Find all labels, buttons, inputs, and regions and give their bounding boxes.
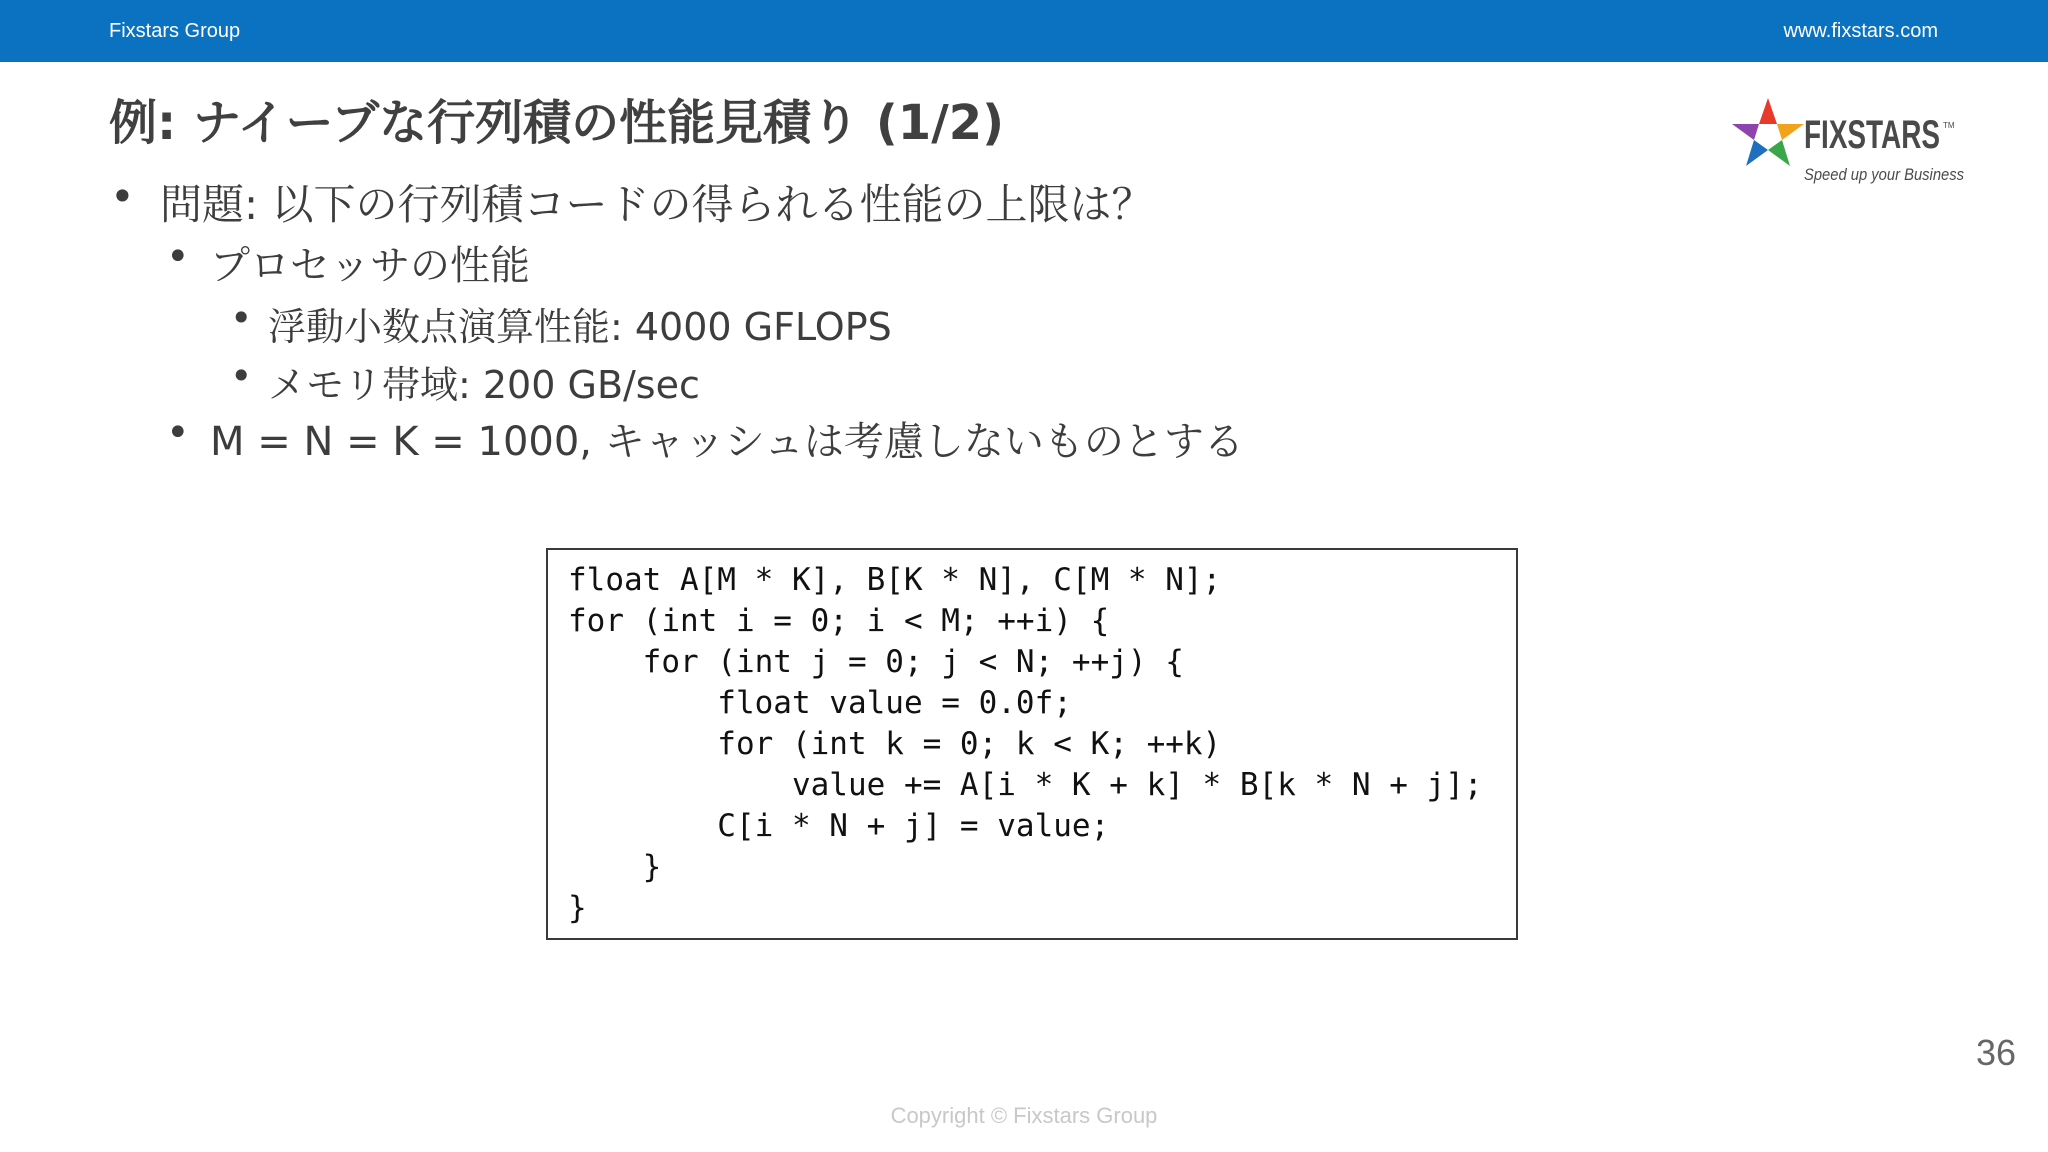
bullet-marker: • [110,172,135,221]
code-line: float value = 0.0f; [568,685,1072,721]
bullet-marker: • [166,410,190,456]
logo-tagline: Speed up your Business [1804,165,1965,184]
header-bar [0,0,2048,62]
bullet-marker: • [230,354,253,398]
svg-text:TM: TM [1943,121,1955,130]
code-line: } [568,849,662,885]
bullet-text: M = N = K = 1000, キャッシュは考慮しないものとする [210,419,1244,465]
header-url: www.fixstars.com [1783,20,1938,42]
bullet-sizes [166,410,1244,467]
logo-wordmark: FIXSTARS [1804,113,1940,157]
slide-title: 例: ナイーブな行列積の性能見積り (1/2) [109,95,1005,151]
bullet-question [110,172,1154,232]
code-block [546,548,1518,940]
bullet-text: メモリ帯域: 200 GB/sec [268,363,700,407]
copyright-footer: Copyright © Fixstars Group [890,1103,1158,1128]
bullet-memory [230,354,700,409]
page-number: 36 [1975,1032,2016,1073]
bullet-marker: • [230,296,253,340]
code-line: } [568,890,587,926]
code-line: for (int i = 0; i < M; ++i) { [568,603,1110,639]
header-group-name: Fixstars Group [109,20,241,42]
bullet-text: 問題: 以下の行列積コードの得られる性能の上限は？ [160,180,1154,229]
fixstars-star-icon [1724,96,1974,190]
code-line: value += A[i * K + k] * B[k * N + j]; [568,767,1483,803]
bullet-text: プロセッサの性能 [210,243,530,289]
fixstars-logo [1724,96,1974,190]
code-line: float A[M * K], B[K * N], C[M * N]; [568,562,1222,598]
code-line: for (int k = 0; k < K; ++k) [568,726,1222,762]
bullet-flops [230,296,892,351]
code-line: for (int j = 0; j < N; ++j) { [568,644,1184,680]
bullet-processor [166,234,530,291]
bullet-marker: • [166,234,190,280]
bullet-text: 浮動小数点演算性能: 4000 GFLOPS [268,305,892,349]
code-line: C[i * N + j] = value; [568,808,1110,844]
